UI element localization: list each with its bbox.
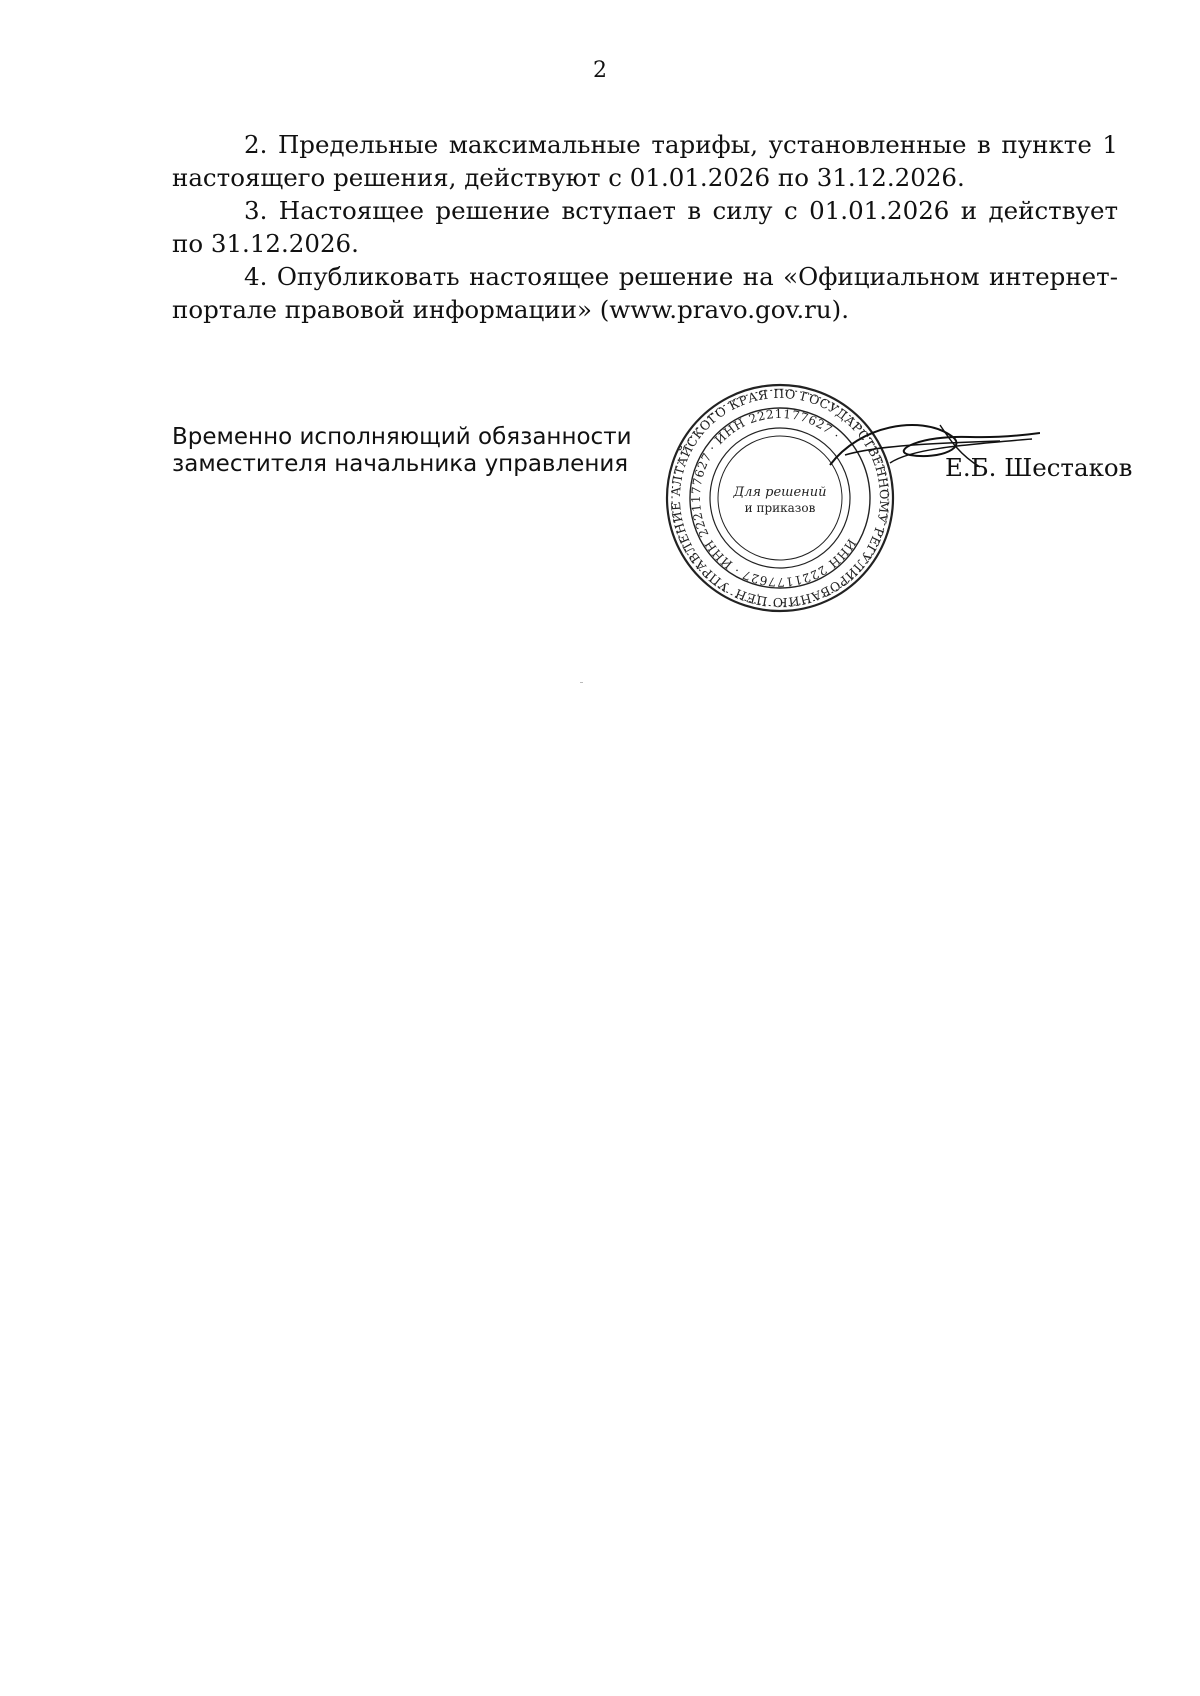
paragraph-2: 2. Предельные максимальные тарифы, установленные в пункте 1 настоящего решения, действуют с 01.01.2026 по 31.12.2026. bbox=[172, 130, 1118, 192]
paragraph-4: 4. Опубликовать настоящее решение на «Официальном интернет-портале правовой информации» (www.pravo.gov.ru). bbox=[172, 262, 1118, 324]
document-body bbox=[172, 128, 1118, 326]
stamp-outer-text: УПРАВЛЕНИЕ АЛТАЙСКОГО КРАЯ ПО ГОСУДАРСТВЕННОМУ РЕГУЛИРОВАНИЮ ЦЕН bbox=[667, 385, 893, 611]
signatory-title-line-2: заместителя начальника управления bbox=[172, 451, 629, 477]
paragraph-3: 3. Настоящее решение вступает в силу с 01.01.2026 и действует по 31.12.2026. bbox=[172, 196, 1118, 258]
signatory-title-line-1: Временно исполняющий обязанности bbox=[172, 424, 632, 450]
stamp-inn-text: ИНН 2221177627 · ИНН 2221177627 · ИНН 2221177627 · bbox=[688, 406, 859, 590]
signatory-name: Е.Б. Шестаков bbox=[945, 453, 1133, 482]
page-number: 2 bbox=[593, 58, 607, 83]
scan-speck bbox=[580, 682, 583, 683]
stamp-center-line-1: Для решений bbox=[733, 485, 827, 500]
signatory-title bbox=[172, 424, 642, 478]
stamp-center-line-2: и приказов bbox=[744, 501, 816, 515]
